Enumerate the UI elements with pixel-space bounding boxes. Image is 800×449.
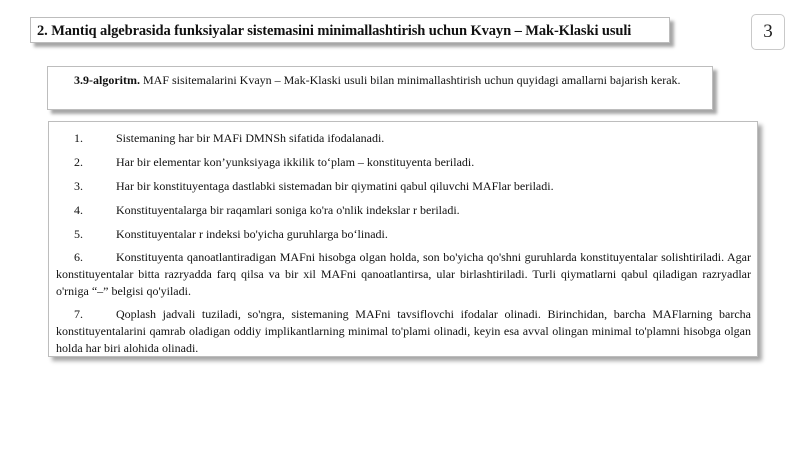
step-number: 7. bbox=[74, 307, 83, 321]
step-text: Qoplash jadvali tuziladi, so'ngra, sistemaning MAFni tavsiflovchi ifodalar olinadi. Birinchidan, barcha MAFlarning barcha konstituyentalarini qamrab oladigan oddiy implikantlarning minimal to'plami olinadi, keyin esa avval olingan minimal to'plamni hisobga olgan holda har biri alohida olinadi. bbox=[56, 307, 751, 355]
slide-title: 2. Mantiq algebrasida funksiyalar sistemasini minimallashtirish uchun Kvayn – Mak-Klaski usuli bbox=[37, 23, 632, 39]
list-item bbox=[56, 249, 751, 300]
step-number: 1. bbox=[74, 131, 83, 145]
step-text: Konstituyentalarga bir raqamlari soniga ko'ra o'nlik indekslar r beriladi. bbox=[116, 203, 460, 217]
step-text: Sistemaning har bir MAFi DMNSh sifatida ifodalanadi. bbox=[116, 131, 385, 145]
list-item bbox=[56, 126, 751, 150]
steps-list bbox=[48, 121, 758, 357]
step-number: 5. bbox=[74, 227, 83, 241]
step-text: Har bir konstituyentaga dastlabki sistemadan bir qiymatini qabul qiluvchi MAFlar beriladi. bbox=[116, 179, 554, 193]
step-number: 4. bbox=[74, 203, 83, 217]
algorithm-box bbox=[47, 66, 713, 110]
slide-title-box bbox=[30, 17, 670, 43]
list-item bbox=[56, 150, 751, 174]
step-number: 6. bbox=[74, 250, 83, 264]
list-item bbox=[56, 198, 751, 222]
algorithm-text: MAF sisitemalarini Kvayn – Mak-Klaski usuli bilan minimallashtirish uchun quyidagi amallarni bajarish kerak. bbox=[139, 73, 681, 87]
step-text: Har bir elementar kon’yunksiyaga ikkilik to‘plam – konstituyenta beriladi. bbox=[116, 155, 475, 169]
step-text: Konstituyenta qanoatlantiradigan MAFni hisobga olgan holda, son bo'yicha qo'shni guruhlarda konstituyentalar solishtiriladi. Agar konstituyentalar bitta razryadda farq qilsa va bir xil MAFni qanoatlantirsa, ular birlashtiriladi. Turli qiymatlarni qabul qiladigan razryadlar o'rniga “–” belgisi qo'yiladi. bbox=[56, 250, 751, 298]
step-number: 2. bbox=[74, 155, 83, 169]
algorithm-label: 3.9-algoritm. bbox=[74, 73, 140, 87]
list-item bbox=[56, 174, 751, 198]
step-text: Konstituyentalar r indeksi bo'yicha guruhlarga bo‘linadi. bbox=[116, 227, 388, 241]
list-item bbox=[56, 222, 751, 246]
page-number: 3 bbox=[751, 14, 785, 50]
list-item bbox=[56, 306, 751, 357]
step-number: 3. bbox=[74, 179, 83, 193]
